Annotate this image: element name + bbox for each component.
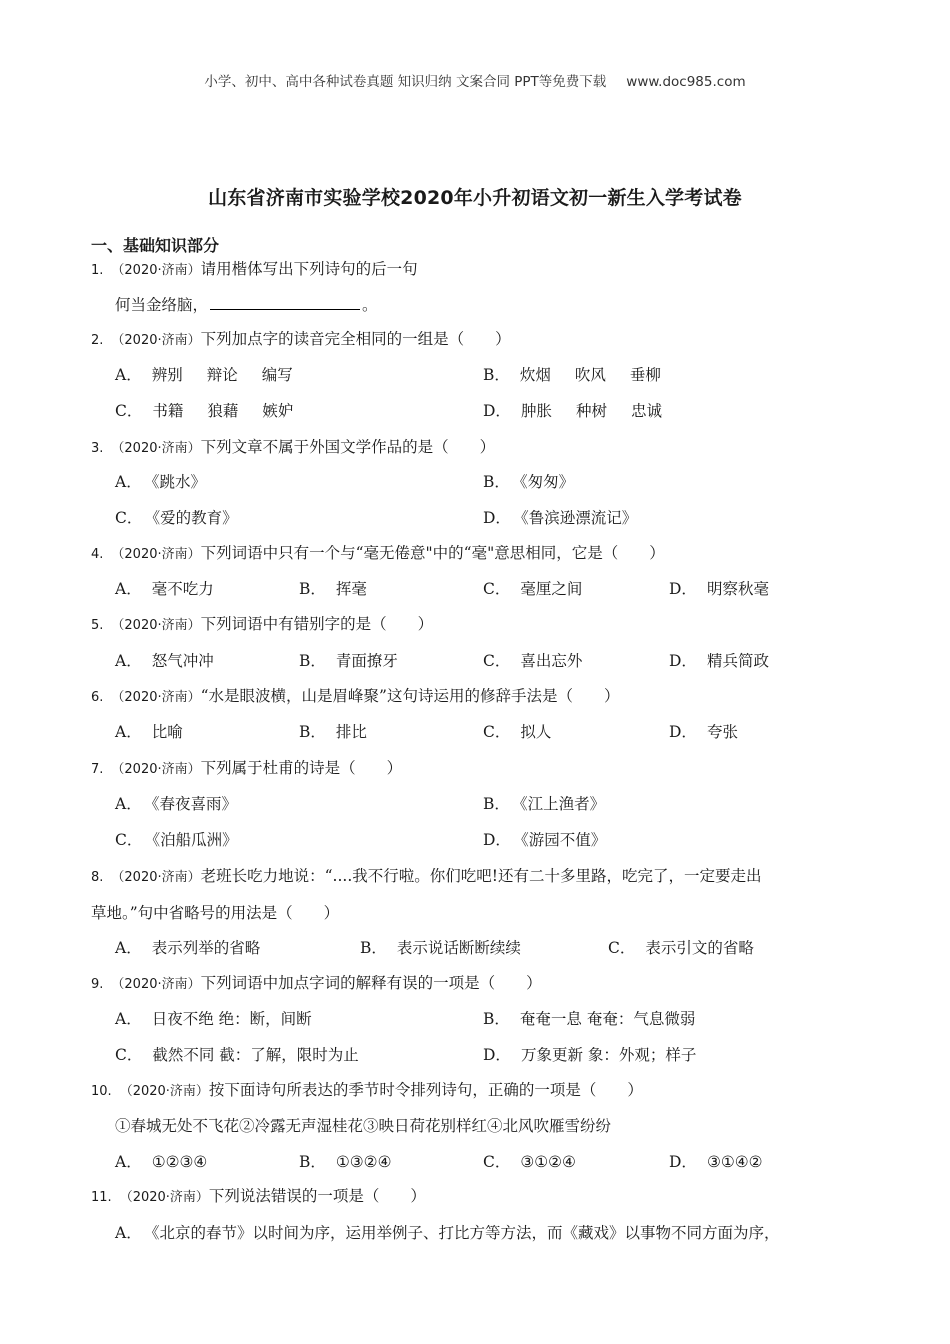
q7-option-b[interactable]: B． 《江上渔者》 xyxy=(483,795,606,813)
header-text: 小学、初中、高中各种试卷真题 知识归纳 文案合同 PPT等免费下载 xyxy=(204,74,607,90)
q3-option-d[interactable]: D． 《鲁滨逊漂流记》 xyxy=(483,509,638,527)
q9-option-d[interactable]: D． 万象更新 象：外观；样子 xyxy=(483,1046,697,1064)
question-8-cont: 草地。”句中省略号的用法是（ ） xyxy=(91,904,340,922)
question-4: 4. （2020·济南）下列词语中只有一个与“毫无倦意"中的“毫"意思相同，它是（ ） xyxy=(91,544,665,562)
q4-option-d[interactable]: D． 明察秋毫 xyxy=(669,580,769,598)
question-1: 1. （2020·济南）请用楷体写出下列诗句的后一句 xyxy=(91,260,418,278)
question-6: 6. （2020·济南）“水是眼波横，山是眉峰聚”这句诗运用的修辞手法是（ ） xyxy=(91,687,620,705)
page-header xyxy=(0,70,950,90)
q9-option-a[interactable]: A． 日夜不绝 绝：断，间断 xyxy=(115,1010,312,1028)
section-heading: 一、基础知识部分 xyxy=(91,236,220,255)
q2-option-b[interactable]: B． 炊烟 吹风 垂柳 xyxy=(483,366,661,384)
q4-option-b[interactable]: B． 挥毫 xyxy=(299,580,367,598)
q9-option-c[interactable]: C． 截然不同 截：了解，限时为止 xyxy=(115,1046,359,1064)
q10-option-b[interactable]: B． ①③②④ xyxy=(299,1153,392,1171)
q8-option-c[interactable]: C． 表示引文的省略 xyxy=(608,939,754,957)
q10-option-c[interactable]: C． ③①②④ xyxy=(483,1153,576,1171)
question-1-sub: 何当金络脑， 。 xyxy=(115,293,378,316)
q6-option-d[interactable]: D． 夸张 xyxy=(669,723,738,741)
question-7: 7. （2020·济南）下列属于杜甫的诗是（ ） xyxy=(91,759,403,777)
q9-option-b[interactable]: B． 奄奄一息 奄奄：气息微弱 xyxy=(483,1010,696,1028)
q2-option-d[interactable]: D． 肿胀 种树 忠诚 xyxy=(483,402,662,420)
q8-option-b[interactable]: B． 表示说话断断续续 xyxy=(360,939,521,957)
question-8: 8. （2020·济南）老班长吃力地说：“....我不行啦。你们吃吧!还有二十多里路，吃完了，一定要走出 xyxy=(91,867,762,885)
question-10: 10. （2020·济南）按下面诗句所表达的季节时令排列诗句，正确的一项是（ ） xyxy=(91,1081,643,1099)
answer-blank[interactable] xyxy=(210,293,360,310)
q7-option-c[interactable]: C． 《泊船瓜洲》 xyxy=(115,831,238,849)
q6-option-b[interactable]: B． 排比 xyxy=(299,723,367,741)
question-11: 11. （2020·济南）下列说法错误的一项是（ ） xyxy=(91,1187,426,1205)
q6-option-a[interactable]: A． 比喻 xyxy=(115,723,183,741)
q3-option-c[interactable]: C． 《爱的教育》 xyxy=(115,509,238,527)
q5-option-a[interactable]: A． 怒气冲冲 xyxy=(115,652,214,670)
q2-option-a[interactable]: A． 辨别 辩论 编写 xyxy=(115,366,293,384)
q3-option-a[interactable]: A． 《跳水》 xyxy=(115,473,206,491)
q7-option-d[interactable]: D． 《游园不值》 xyxy=(483,831,607,849)
q5-option-c[interactable]: C． 喜出忘外 xyxy=(483,652,583,670)
q7-option-a[interactable]: A． 《春夜喜雨》 xyxy=(115,795,237,813)
q6-option-c[interactable]: C． 拟人 xyxy=(483,723,552,741)
q5-option-b[interactable]: B． 青面撩牙 xyxy=(299,652,398,670)
page-title: 山东省济南市实验学校2020年小升初语文初一新生入学考试卷 xyxy=(208,187,742,209)
q10-option-a[interactable]: A． ①②③④ xyxy=(115,1153,208,1171)
q3-option-b[interactable]: B． 《匆匆》 xyxy=(483,473,575,491)
q8-option-a[interactable]: A． 表示列举的省略 xyxy=(115,939,261,957)
q4-option-c[interactable]: C． 毫厘之间 xyxy=(483,580,583,598)
question-9: 9. （2020·济南）下列词语中加点字词的解释有误的一项是（ ） xyxy=(91,974,542,992)
header-url[interactable]: www.doc985.com xyxy=(626,74,746,90)
q2-option-c[interactable]: C． 书籍 狼藉 嫉妒 xyxy=(115,402,294,420)
q5-option-d[interactable]: D． 精兵简政 xyxy=(669,652,769,670)
question-3: 3. （2020·济南）下列文章不属于外国文学作品的是（ ） xyxy=(91,438,496,456)
q11-option-a[interactable]: A． 《北京的春节》以时间为序，运用举例子、打比方等方法，而《藏戏》以事物不同方面为序， xyxy=(115,1224,780,1242)
question-5: 5. （2020·济南）下列词语中有错别字的是（ ） xyxy=(91,615,434,633)
question-10-poems: ①春城无处不飞花②冷露无声湿桂花③映日荷花别样红④北风吹雁雪纷纷 xyxy=(115,1117,612,1135)
question-2: 2. （2020·济南）下列加点字的读音完全相同的一组是（ ） xyxy=(91,330,511,348)
q4-option-a[interactable]: A． 毫不吃力 xyxy=(115,580,214,598)
q10-option-d[interactable]: D． ③①④② xyxy=(669,1153,763,1171)
